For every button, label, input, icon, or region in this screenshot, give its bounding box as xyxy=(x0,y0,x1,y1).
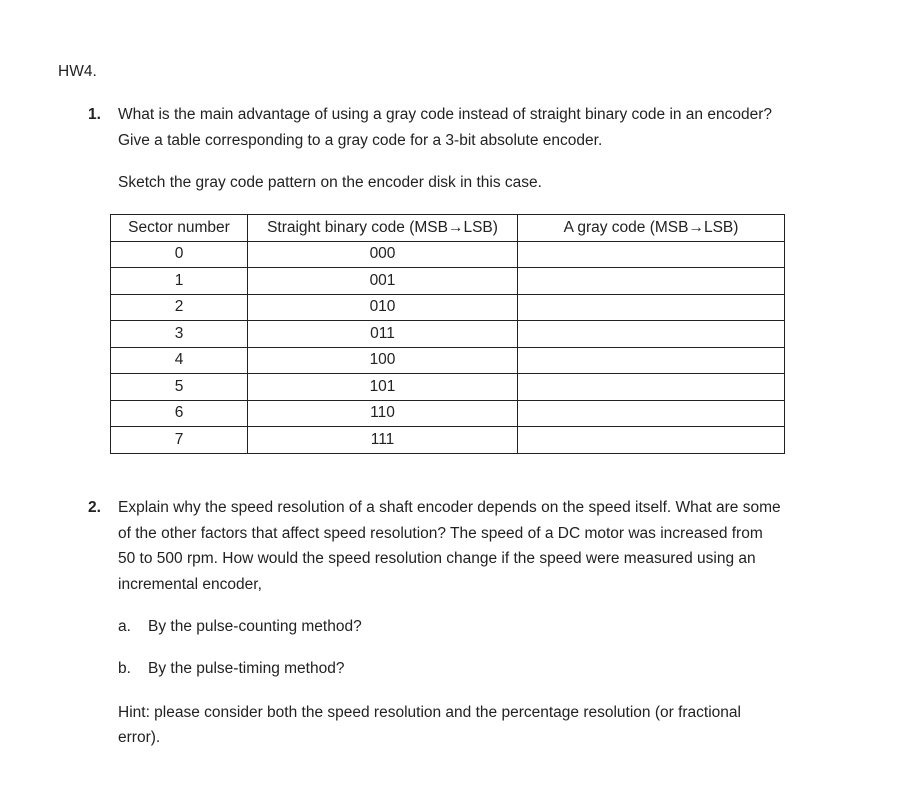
cell-binary: 111 xyxy=(248,427,518,454)
cell-gray[interactable] xyxy=(518,400,785,427)
q1-text-line3: Sketch the gray code pattern on the encoder disk in this case. xyxy=(118,174,542,191)
cell-sector: 6 xyxy=(111,400,248,427)
cell-binary: 000 xyxy=(248,241,518,268)
table-row xyxy=(111,374,785,401)
q2-number: 2. xyxy=(88,499,101,516)
hint-line1: Hint: please consider both the speed resolution and the percentage resolution (or fractional xyxy=(118,704,741,721)
encoder-table xyxy=(110,214,785,454)
table-row xyxy=(111,268,785,295)
q2-text-line3: 50 to 500 rpm. How would the speed resolution change if the speed were measured using an xyxy=(118,550,756,567)
table-row xyxy=(111,400,785,427)
cell-gray[interactable] xyxy=(518,347,785,374)
cell-gray[interactable] xyxy=(518,241,785,268)
cell-binary: 010 xyxy=(248,294,518,321)
table-row xyxy=(111,241,785,268)
q2-text-line4: incremental encoder, xyxy=(118,576,262,593)
q2-text-line2: of the other factors that affect speed resolution? The speed of a DC motor was increased from xyxy=(118,525,763,542)
header-sector-number: Sector number xyxy=(111,215,248,242)
q2-a-label: a. xyxy=(118,618,131,635)
cell-sector: 3 xyxy=(111,321,248,348)
cell-binary: 011 xyxy=(248,321,518,348)
cell-gray[interactable] xyxy=(518,268,785,295)
q2-text-line1: Explain why the speed resolution of a shaft encoder depends on the speed itself. What are some xyxy=(118,499,781,516)
cell-sector: 5 xyxy=(111,374,248,401)
table-row xyxy=(111,347,785,374)
hint-line2: error). xyxy=(118,729,161,746)
header-gray-code: A gray code (MSB→LSB) xyxy=(518,215,785,242)
q1-number: 1. xyxy=(88,106,101,123)
q1-text-line2: Give a table corresponding to a gray code for a 3-bit absolute encoder. xyxy=(118,132,603,149)
cell-sector: 7 xyxy=(111,427,248,454)
cell-sector: 1 xyxy=(111,268,248,295)
table-row xyxy=(111,294,785,321)
cell-binary: 110 xyxy=(248,400,518,427)
cell-gray[interactable] xyxy=(518,321,785,348)
cell-gray[interactable] xyxy=(518,294,785,321)
table-header-row xyxy=(111,215,785,242)
cell-binary: 101 xyxy=(248,374,518,401)
header-straight-binary: Straight binary code (MSB→LSB) xyxy=(248,215,518,242)
table-row xyxy=(111,427,785,454)
cell-binary: 001 xyxy=(248,268,518,295)
cell-sector: 4 xyxy=(111,347,248,374)
q1-text-line1: What is the main advantage of using a gray code instead of straight binary code in an encoder? xyxy=(118,106,772,123)
q2-b-label: b. xyxy=(118,660,131,677)
cell-sector: 2 xyxy=(111,294,248,321)
cell-binary: 100 xyxy=(248,347,518,374)
q2-a-text: By the pulse-counting method? xyxy=(148,618,362,635)
cell-gray[interactable] xyxy=(518,427,785,454)
cell-sector: 0 xyxy=(111,241,248,268)
cell-gray[interactable] xyxy=(518,374,785,401)
table-row xyxy=(111,321,785,348)
page-title: HW4. xyxy=(58,63,97,80)
q2-b-text: By the pulse-timing method? xyxy=(148,660,345,677)
